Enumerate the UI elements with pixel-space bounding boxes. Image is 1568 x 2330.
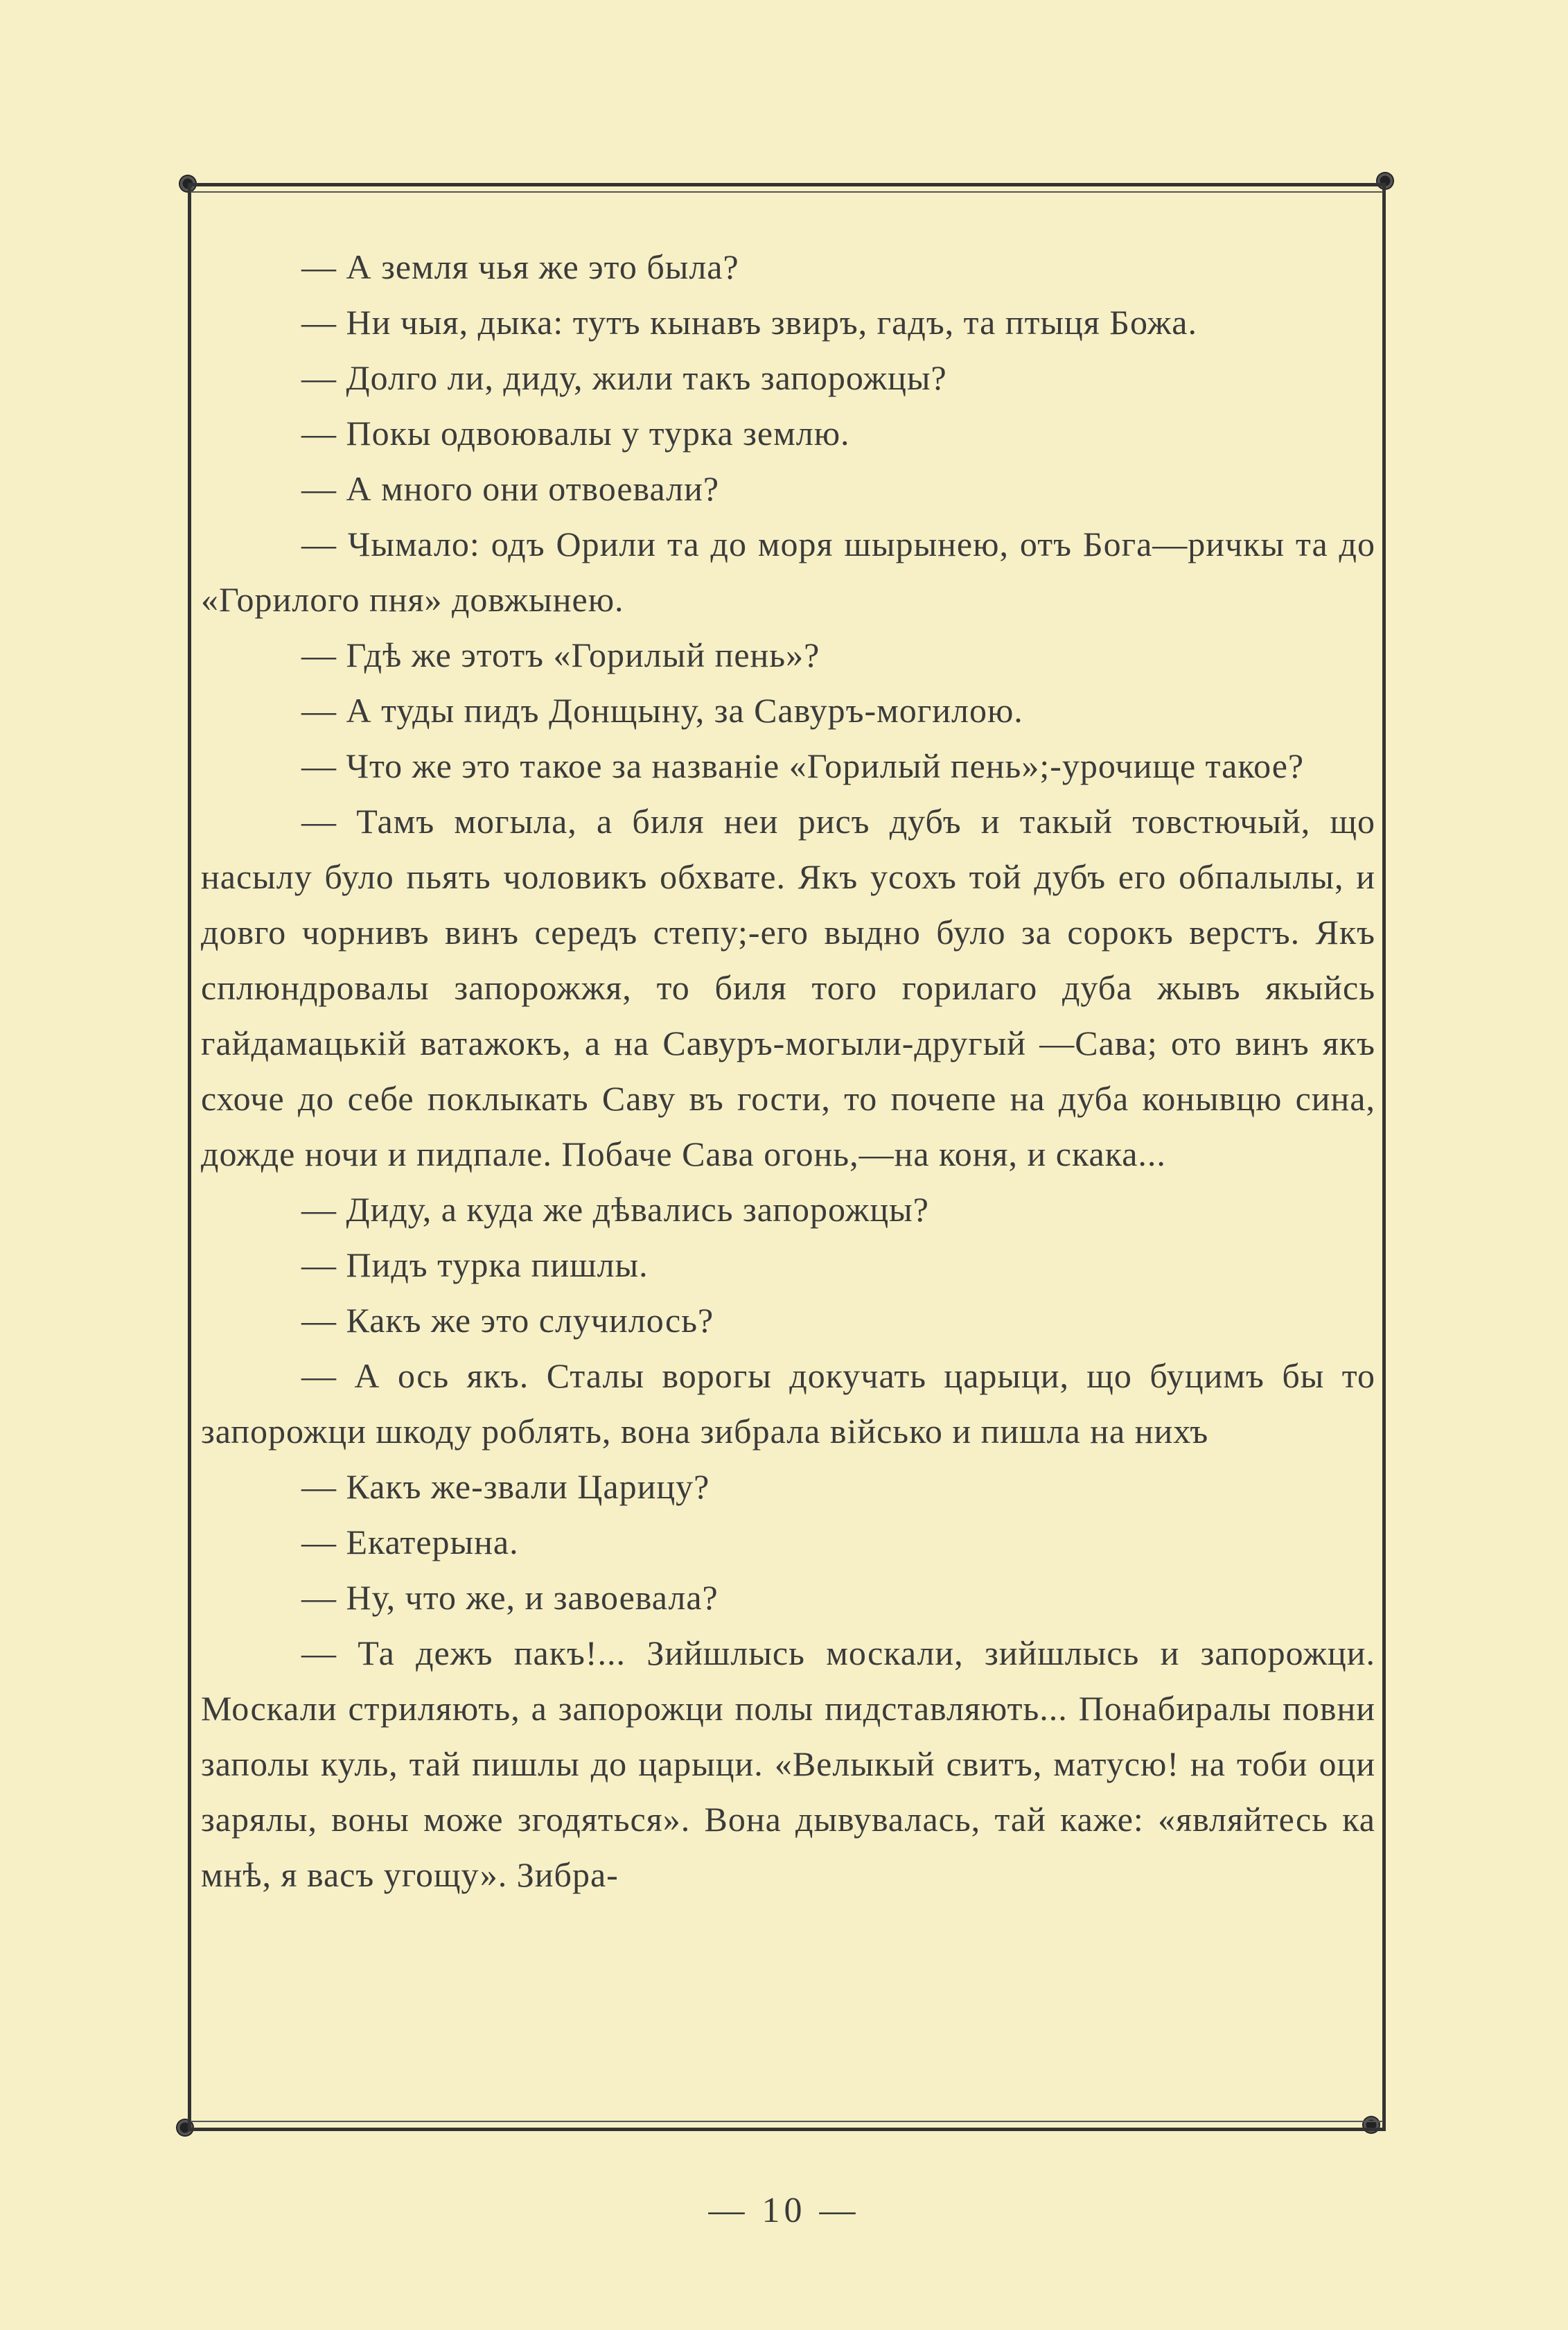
- dialogue-line: — Чымало: одъ Орили та до моря шырынею, отъ Бога—ричкы та до «Горилого пня» довжынею.: [201, 525, 1375, 619]
- dialogue-line: — Гдѣ же этотъ «Горилый пень»?: [301, 636, 820, 674]
- page-number: — 10 —: [708, 2191, 860, 2230]
- dialogue-line: — Что же это такое за названіе «Горилый пень»;-урочище такое?: [301, 746, 1305, 785]
- page-text-block: [201, 239, 1375, 1902]
- dialogue-line: — Ну, что же, и завоевала?: [301, 1578, 719, 1617]
- dialogue-line: — Та дежъ пакъ!... Зийшлысь москали, зийшлысь и запорожци. Москали стриляють, а запорожци полы пидставляють... Понабиралы повни заполы куль, тай пишлы до царыци. «Велыкый свитъ, матусю! на тоби оци зарялы, воны може згодяться». Вона дывувалась, тай каже: «являйтесь ка мнѣ, я васъ угощу». Зибра-: [201, 1633, 1375, 1894]
- dialogue-line: — Диду, а куда же дѣвались запорожцы?: [301, 1190, 929, 1229]
- dialogue-line: — Тамъ могыла, а биля неи рисъ дубъ и такый товстючый, що насылу було пьять чоловикъ обхвате. Якъ усохъ той дубъ его обпалылы, и довго чорнивъ винъ середъ степу;-его выдно було за сорокъ верстъ. Якъ сплюндровалы запорожжя, то биля того горилаго дуба жывъ якыйсь гайдамацькій ватажокъ, а на Савуръ-могыли-другый —Сава; ото винъ якъ схоче до себе поклыкать Саву въ гости, то почепе на дуба конывцю сина, дожде ночи и пидпале. Побаче Сава огонь,—на коня, и скака...: [201, 802, 1375, 1173]
- dialogue-line: — А много они отвоевали?: [301, 469, 720, 508]
- dialogue-line: — Какъ же это случилось?: [301, 1301, 714, 1340]
- dialogue-line: — Екатерына.: [301, 1523, 519, 1561]
- dialogue-line: — Ни чыя, дыка: тутъ кынавъ звиръ, гадъ, та птыця Божа.: [301, 303, 1197, 342]
- dialogue-line: — Покы одвоювалы у турка землю.: [301, 414, 850, 453]
- dialogue-line: — А ось якъ. Сталы ворогы докучать царыци, що буцимъ бы то запорожци шкоду роблять, вона зибрала військо и пишла на нихъ: [201, 1356, 1375, 1451]
- dialogue-line: — Какъ же-звали Царицу?: [301, 1467, 710, 1506]
- dialogue-line: — Пидъ турка пишлы.: [301, 1245, 649, 1284]
- dialogue-line: — А земля чья же это была?: [301, 247, 739, 286]
- dialogue-line: — А туды пидъ Донщыну, за Савуръ-могилою.: [301, 691, 1023, 730]
- dialogue-line: — Долго ли, диду, жили такъ запорожцы?: [301, 358, 947, 397]
